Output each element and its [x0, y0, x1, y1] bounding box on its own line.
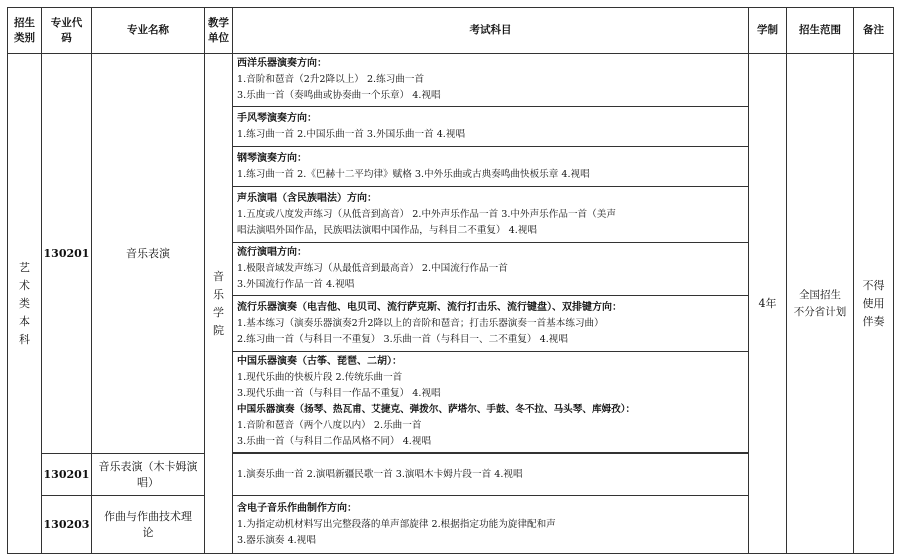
exam-section-accordion	[233, 107, 749, 147]
exam-section-chinese-instrument	[233, 352, 749, 453]
section-line: 1.五度或八度发声练习（从低音到高音） 2.中外声乐作品一首 3.中外声乐作品一首（美声	[237, 208, 616, 220]
section-line: 1.音阶和琶音（2升2降以上） 2.练习曲一首	[237, 74, 425, 85]
header-category: 招生类别	[8, 8, 42, 54]
exam-section-mukam	[233, 454, 749, 496]
header-scope: 招生范围	[787, 8, 854, 54]
section-line: 3.现代乐曲一首（与科目一作品不重复） 4.视唱	[237, 388, 441, 399]
section-title: 钢琴演奏方向：	[237, 152, 307, 164]
header-college: 教学单位	[205, 8, 233, 54]
section-line: 1.练习曲一首 2.《巴赫十二平均律》赋格 3.中外乐曲或古典奏鸣曲快板乐章 4.视唱	[237, 168, 590, 180]
section-line: 1.基本练习（演奏乐器演奏2升2降以上的音阶和琶音；打击乐器演奏一首基本练习曲）	[237, 317, 604, 329]
category-cell	[8, 54, 42, 554]
remark-cell	[854, 54, 894, 554]
college-text: 音乐学院	[213, 269, 224, 337]
section-line: 唱法演唱外国作品，民族唱法演唱中国作品，与科目二不重复） 4.视唱	[237, 224, 538, 236]
section-line: 1.极限音域发声练习（从最低音到最高音） 2.中国流行作品一首	[237, 263, 508, 274]
section-title: 中国乐器演奏（扬琴、热瓦甫、艾捷克、弹拨尔、萨塔尔、手鼓、冬不拉、马头琴、库姆孜）：	[237, 404, 636, 415]
major-code-cell: 130201	[42, 54, 92, 454]
section-line: 1.练习曲一首 2.中国乐曲一首 3.外国乐曲一首 4.视唱	[237, 128, 466, 140]
category-text: 艺术类本科	[19, 260, 30, 346]
section-line: 2.练习曲一首（与科目一不重复） 3.乐曲一首（与科目一、二不重复） 4.视唱	[237, 333, 568, 345]
exam-section-western	[233, 54, 749, 107]
remark-text: 不得使用伴奏	[862, 278, 885, 328]
major-name-cell: 作曲与作曲技术理论	[92, 496, 205, 554]
section-line: 1.现代乐曲的快板片段 2.传统乐曲一首	[237, 372, 403, 383]
header-code: 专业代码	[42, 8, 92, 54]
scope-cell	[787, 54, 854, 554]
major-name-cell: 音乐表演	[92, 54, 205, 454]
college-cell	[205, 54, 233, 554]
admission-table-page	[7, 7, 893, 557]
header-row	[8, 8, 894, 54]
major-name-cell: 音乐表演（木卡姆演唱）	[92, 454, 205, 496]
section-title: 流行演唱方向：	[237, 247, 307, 258]
exam-section-pop-instrument	[233, 296, 749, 352]
header-subjects: 考试科目	[233, 8, 749, 54]
section-line: 1.演奏乐曲一首 2.演唱新疆民歌一首 3.演唱木卡姆片段一首 4.视唱	[237, 468, 523, 480]
section-title: 中国乐器演奏（古筝、琵琶、二胡）：	[237, 356, 402, 367]
section-title: 声乐演唱（含民族唱法）方向：	[237, 192, 377, 204]
exam-section-composition	[233, 496, 749, 554]
header-duration: 学制	[749, 8, 787, 54]
duration-cell: 4年	[749, 54, 787, 554]
admission-table	[7, 7, 894, 554]
header-major: 专业名称	[92, 8, 205, 54]
section-title: 流行乐器演奏（电吉他、电贝司、流行萨克斯、流行打击乐、流行键盘）、双排键方向：	[237, 301, 622, 313]
exam-section-vocal	[233, 187, 749, 243]
major-code-cell: 130203	[42, 496, 92, 554]
section-line: 1.为指定动机材料写出完整段落的单声部旋律 2.根据指定功能为旋律配和声	[237, 518, 556, 530]
exam-section-pop-vocal	[233, 243, 749, 296]
header-remark: 备注	[854, 8, 894, 54]
section-line: 3.乐曲一首（与科目二作品风格不同） 4.视唱	[237, 436, 432, 447]
section-line: 1.音阶和琶音（两个八度以内） 2.乐曲一首	[237, 420, 422, 431]
scope-text: 全国招生 不分省计划	[793, 288, 847, 318]
section-title: 西洋乐器演奏方向：	[237, 58, 327, 69]
section-line: 3.器乐演奏 4.视唱	[237, 534, 316, 546]
section-line: 3.外国流行作品一首 4.视唱	[237, 279, 355, 290]
exam-section-piano	[233, 147, 749, 187]
table-row	[8, 54, 894, 107]
major-code-cell: 130201	[42, 454, 92, 496]
section-title: 手风琴演奏方向：	[237, 112, 317, 124]
section-title: 含电子音乐作曲制作方向：	[237, 502, 357, 514]
section-line: 3.乐曲一首（奏鸣曲或协奏曲一个乐章） 4.视唱	[237, 90, 441, 101]
